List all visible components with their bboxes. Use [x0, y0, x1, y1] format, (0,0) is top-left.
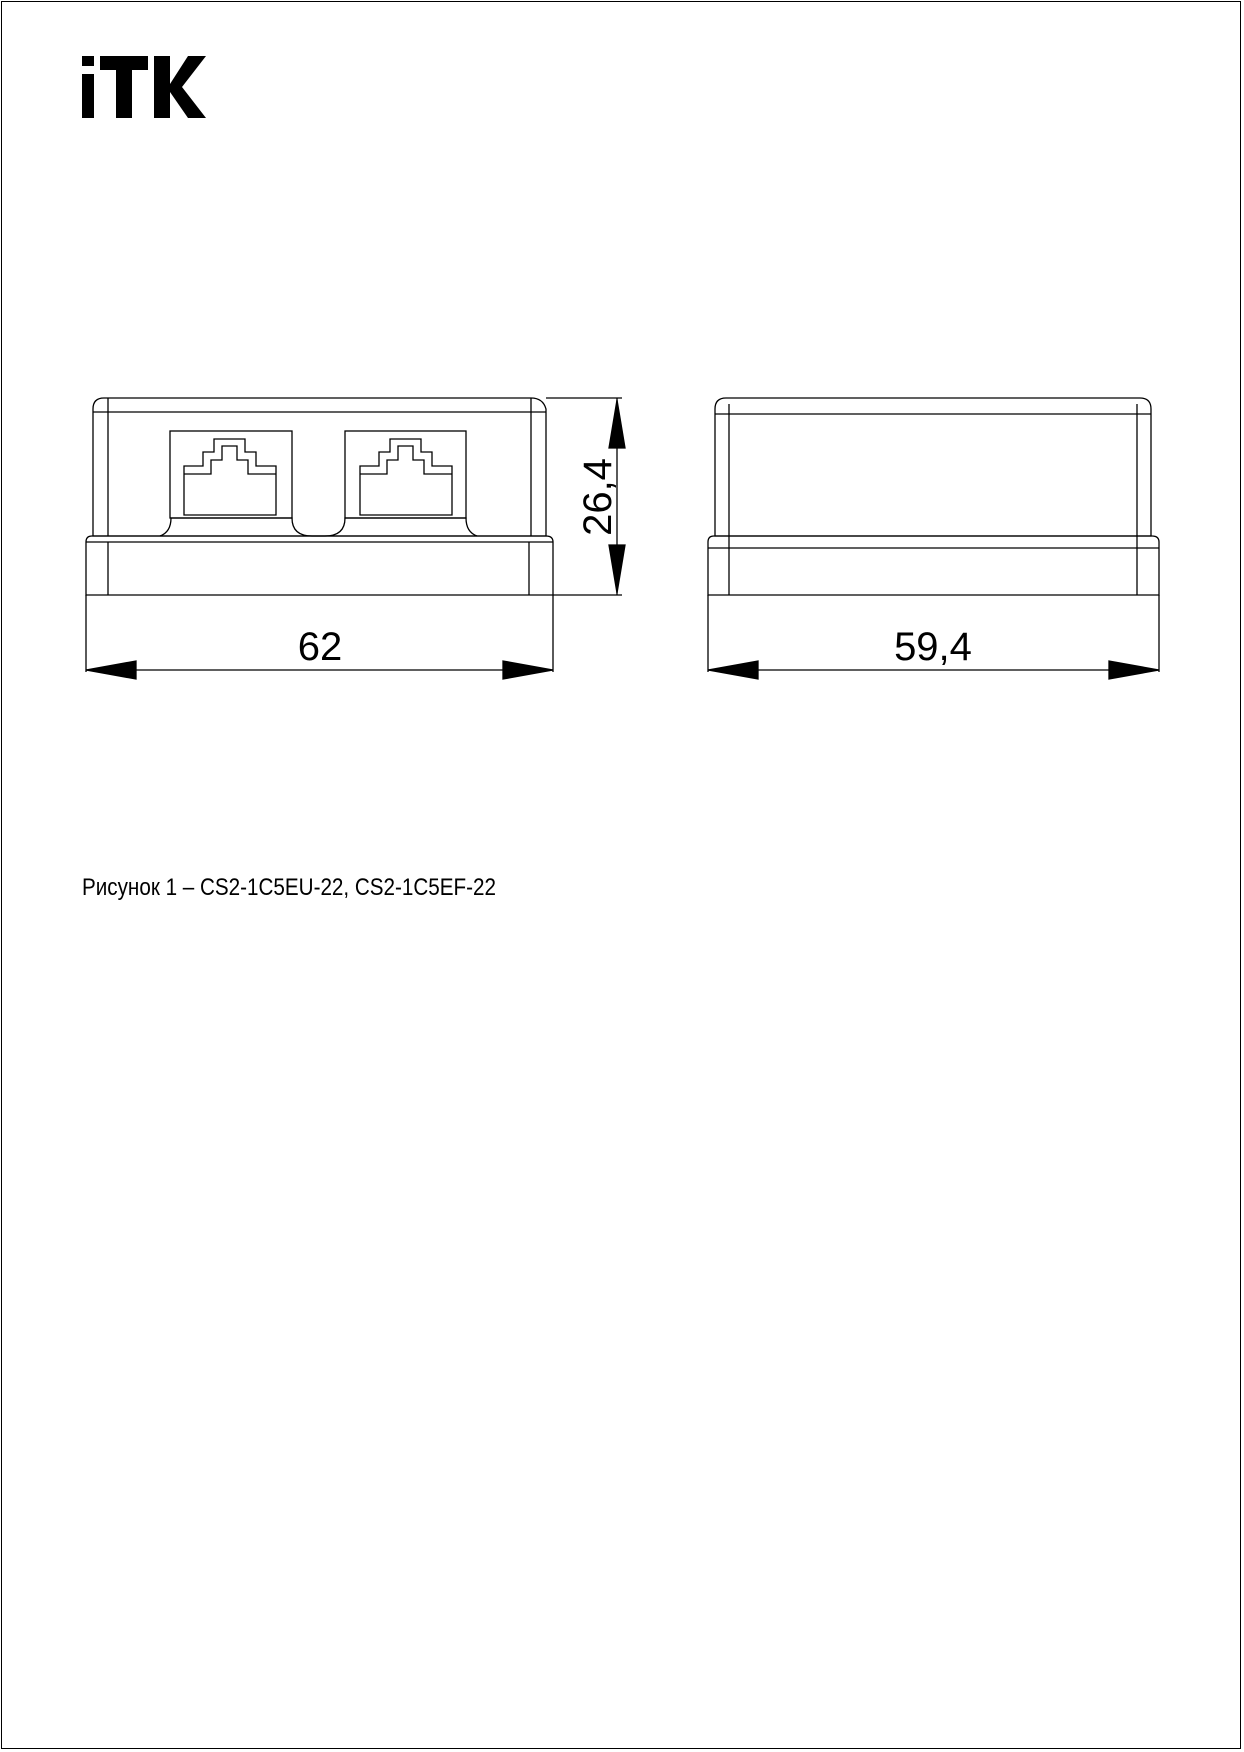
rj45-port-left — [170, 431, 292, 518]
height-dimension — [546, 398, 625, 595]
front-width-dimension — [86, 595, 553, 679]
side-view — [708, 398, 1159, 595]
figure-caption: Рисунок 1 – CS2-1C5EU-22, CS2-1C5EF-22 — [82, 874, 496, 901]
side-width-label: 59,4 — [894, 625, 972, 669]
height-dimension-label: 26,4 — [576, 458, 620, 536]
rj45-port-right — [345, 431, 466, 518]
front-view — [86, 398, 553, 595]
side-width-dimension — [708, 595, 1159, 679]
front-width-label: 62 — [297, 625, 343, 669]
